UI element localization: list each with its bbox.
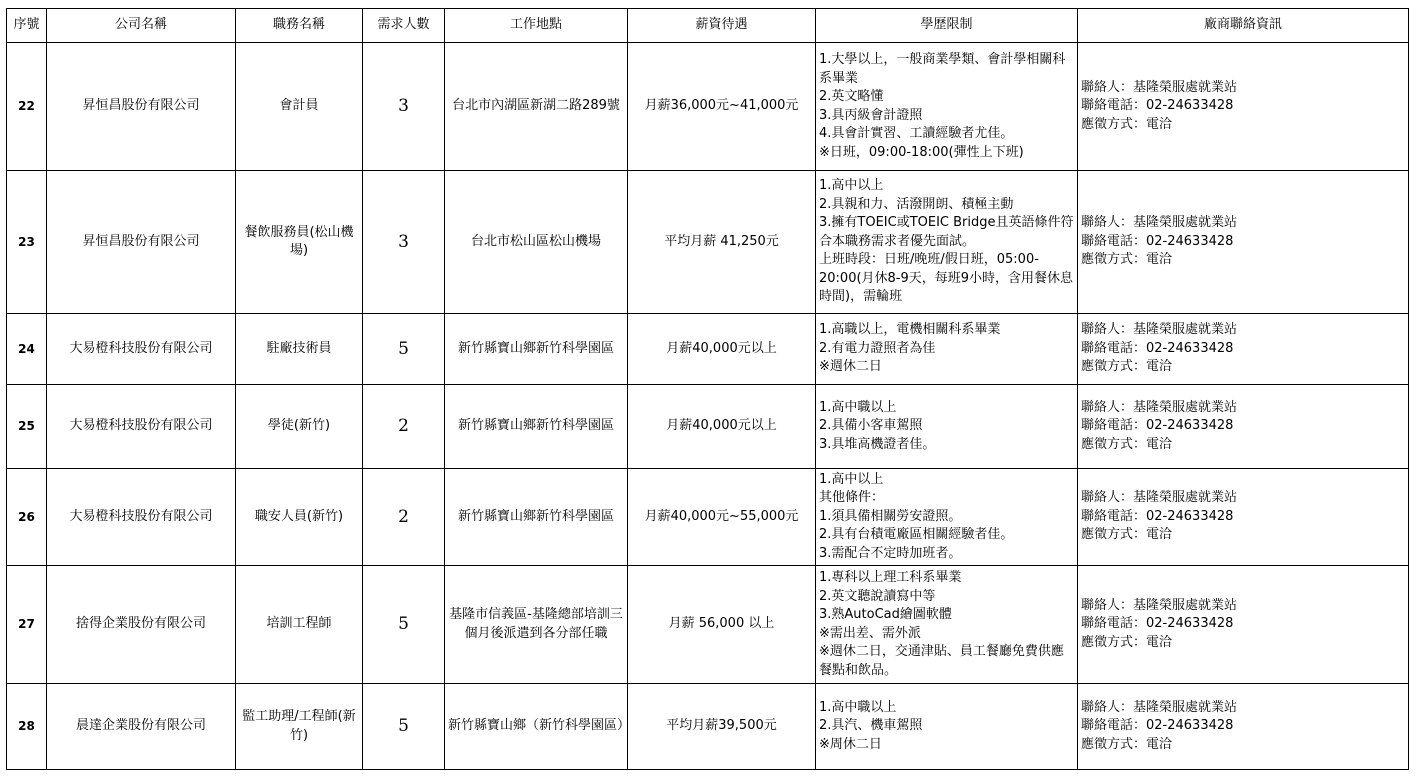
work-location: 台北市松山區松山機場 — [445, 171, 628, 314]
education-line: ※週休二日，交通津貼、員工餐廳免費供應餐點和飲品。 — [819, 644, 1064, 678]
job-title: 會計員 — [236, 43, 363, 171]
education-line: 1.高中以上 — [819, 471, 884, 487]
salary: 平均月薪39,500元 — [628, 684, 816, 770]
contact-line: 聯絡電話：02-24633428 — [1081, 418, 1234, 434]
contact-line: 應徵方式：電洽 — [1081, 116, 1173, 132]
education-line: 1.大學以上，一般商業學類、會計學相關科系畢業 — [819, 52, 1066, 86]
education-requirements — [816, 469, 1078, 566]
contact-line: 應徵方式：電洽 — [1081, 252, 1173, 268]
education-line: 2.具備小客車駕照 — [819, 418, 923, 434]
education-line: 4.具會計實習、工讀經驗者尤佳。 — [819, 126, 1014, 141]
headcount: 5 — [363, 684, 445, 770]
contact-line: 聯絡電話：02-24633428 — [1081, 233, 1234, 249]
education-line: 2.有電力證照者為佳 — [819, 340, 936, 356]
contact-info — [1078, 43, 1409, 171]
headcount: 3 — [363, 43, 445, 171]
education-line: 3.擁有TOEIC或TOEIC Bridge且英語條件符合本職務需求者優先面試。 — [819, 215, 1074, 249]
table-row — [7, 566, 1409, 684]
contact-line: 聯絡電話：02-24633428 — [1081, 718, 1234, 734]
contact-line: 應徵方式：電洽 — [1081, 634, 1173, 650]
table-row — [7, 171, 1409, 314]
table-row — [7, 385, 1409, 469]
contact-info — [1078, 469, 1409, 566]
education-line: 1.專科以上理工科系畢業 — [819, 570, 962, 585]
contact-line: 應徵方式：電洽 — [1081, 436, 1173, 452]
education-line: 3.具丙級會計證照 — [819, 107, 923, 123]
education-line: 3.具堆高機證者佳。 — [819, 436, 936, 452]
education-line: ※日班，09:00-18:00(彈性上下班) — [819, 144, 1024, 160]
row-number: 25 — [7, 385, 47, 469]
contact-line: 聯絡人：基隆榮服處就業站 — [1081, 597, 1238, 613]
contact-line: 聯絡人：基隆榮服處就業站 — [1081, 399, 1238, 415]
company-name: 大易橙科技股份有限公司 — [47, 314, 236, 385]
salary: 月薪40,000元以上 — [628, 314, 816, 385]
education-line: ※週休二日 — [819, 359, 882, 375]
headcount: 2 — [363, 469, 445, 566]
salary: 平均月薪 41,250元 — [628, 171, 816, 314]
contact-line: 聯絡電話：02-24633428 — [1081, 340, 1234, 356]
headcount: 5 — [363, 566, 445, 684]
work-location: 新竹縣寶山鄉（新竹科學園區） — [445, 684, 628, 770]
row-number: 26 — [7, 469, 47, 566]
salary: 月薪 56,000 以上 — [628, 566, 816, 684]
education-line: 1.高中職以上 — [819, 399, 897, 415]
row-number: 27 — [7, 566, 47, 684]
work-location: 新竹縣寶山鄉新竹科學園區 — [445, 469, 628, 566]
job-title: 職安人員(新竹) — [236, 469, 363, 566]
work-location: 新竹縣寶山鄉新竹科學園區 — [445, 314, 628, 385]
company-name: 捨得企業股份有限公司 — [47, 566, 236, 684]
education-requirements — [816, 684, 1078, 770]
contact-line: 聯絡電話：02-24633428 — [1081, 508, 1234, 524]
row-number: 24 — [7, 314, 47, 385]
contact-info — [1078, 385, 1409, 469]
contact-line: 聯絡人：基隆榮服處就業站 — [1081, 699, 1238, 715]
header-company: 公司名稱 — [47, 9, 236, 43]
education-requirements — [816, 385, 1078, 469]
job-title: 餐飲服務員(松山機場) — [236, 171, 363, 314]
contact-line: 聯絡電話：02-24633428 — [1081, 98, 1234, 114]
company-name: 昇恒昌股份有限公司 — [47, 171, 236, 314]
header-education: 學歷限制 — [816, 9, 1078, 43]
work-location: 新竹縣寶山鄉新竹科學園區 — [445, 385, 628, 469]
education-line: 1.高職以上，電機相關科系畢業 — [819, 322, 1001, 338]
education-line: ※周休二日 — [819, 736, 882, 752]
header-salary: 薪資待遇 — [628, 9, 816, 43]
header-row — [7, 9, 1409, 43]
headcount: 3 — [363, 171, 445, 314]
contact-line: 聯絡人：基隆榮服處就業站 — [1081, 322, 1238, 338]
row-number: 22 — [7, 43, 47, 171]
header-contact: 廠商聯絡資訊 — [1078, 9, 1409, 43]
header-title: 職務名稱 — [236, 9, 363, 43]
job-title: 學徒(新竹) — [236, 385, 363, 469]
table-row — [7, 314, 1409, 385]
job-title: 培訓工程師 — [236, 566, 363, 684]
contact-line: 應徵方式：電洽 — [1081, 736, 1173, 752]
table-row — [7, 684, 1409, 770]
education-line: 2.具有台積電廠區相關經驗者佳。 — [819, 527, 1014, 543]
work-location: 基隆市信義區-基隆總部培訓三個月後派遣到各分部任職 — [445, 566, 628, 684]
education-line: 1.高中職以上 — [819, 699, 897, 715]
education-requirements — [816, 314, 1078, 385]
header-location: 工作地點 — [445, 9, 628, 43]
contact-info — [1078, 171, 1409, 314]
salary: 月薪40,000元以上 — [628, 385, 816, 469]
contact-line: 聯絡電話：02-24633428 — [1081, 616, 1234, 632]
salary: 月薪36,000元~41,000元 — [628, 43, 816, 171]
table-row — [7, 469, 1409, 566]
education-requirements — [816, 566, 1078, 684]
row-number: 23 — [7, 171, 47, 314]
header-no: 序號 — [7, 9, 47, 43]
education-line: 上班時段：日班/晚班/假日班，05:00-20:00(月休8-9天，每班9小時，含用餐休息時間)，需輪班 — [819, 252, 1074, 305]
company-name: 晨達企業股份有限公司 — [47, 684, 236, 770]
company-name: 昇恒昌股份有限公司 — [47, 43, 236, 171]
row-number: 28 — [7, 684, 47, 770]
contact-line: 聯絡人：基隆榮服處就業站 — [1081, 490, 1238, 506]
table-row — [7, 43, 1409, 171]
education-line: 3.需配合不定時加班者。 — [819, 545, 962, 561]
education-line: 1.高中以上 — [819, 178, 884, 194]
contact-line: 應徵方式：電洽 — [1081, 359, 1173, 375]
company-name: 大易橙科技股份有限公司 — [47, 385, 236, 469]
education-requirements — [816, 171, 1078, 314]
education-line: 2.英文聽說讀寫中等 — [819, 588, 936, 604]
header-count: 需求人數 — [363, 9, 445, 43]
education-line: 2.具親和力、活潑開朗、積極主動 — [819, 196, 1014, 212]
contact-info — [1078, 314, 1409, 385]
education-line: 2.英文略懂 — [819, 89, 884, 104]
contact-info — [1078, 684, 1409, 770]
contact-line: 應徵方式：電洽 — [1081, 527, 1173, 543]
education-line: 1.須具備相關勞安證照。 — [819, 508, 962, 524]
job-title: 駐廠技術員 — [236, 314, 363, 385]
job-title: 監工助理/工程師(新竹) — [236, 684, 363, 770]
education-line: 2.具汽、機車駕照 — [819, 718, 923, 734]
work-location: 台北市內湖區新湖二路289號 — [445, 43, 628, 171]
job-listing-table — [6, 8, 1409, 770]
contact-line: 聯絡人：基隆榮服處就業站 — [1081, 79, 1238, 95]
contact-line: 聯絡人：基隆榮服處就業站 — [1081, 215, 1238, 231]
education-requirements — [816, 43, 1078, 171]
contact-info — [1078, 566, 1409, 684]
education-line: 3.熟AutoCad繪圖軟體 — [819, 607, 952, 622]
company-name: 大易橙科技股份有限公司 — [47, 469, 236, 566]
headcount: 2 — [363, 385, 445, 469]
education-line: 其他條件： — [819, 490, 885, 506]
education-line: ※需出差、需外派 — [819, 625, 921, 641]
headcount: 5 — [363, 314, 445, 385]
salary: 月薪40,000元~55,000元 — [628, 469, 816, 566]
